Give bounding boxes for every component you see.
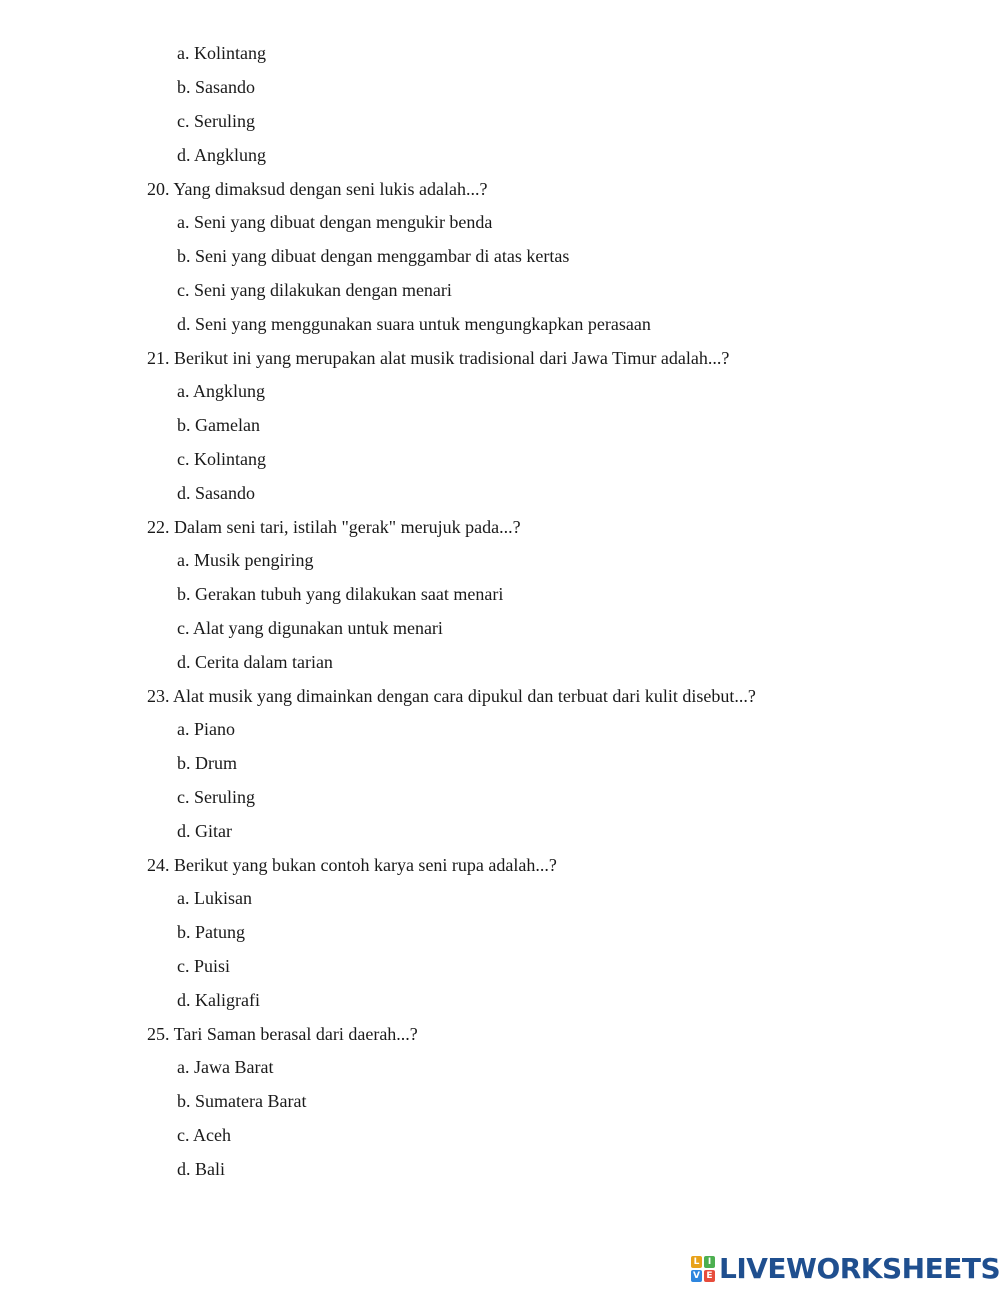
question-22: 22. Dalam seni tari, istilah "gerak" merujuk pada...? — [147, 517, 521, 537]
question-23-option-b: b. Drum — [177, 753, 237, 773]
question-24: 24. Berikut yang bukan contoh karya seni rupa adalah...? — [147, 855, 557, 875]
question-23-option-d: d. Gitar — [177, 821, 232, 841]
question-25-option-d: d. Bali — [177, 1159, 225, 1179]
question-21-option-d: d. Sasando — [177, 483, 255, 503]
question-22-option-b: b. Gerakan tubuh yang dilakukan saat menari — [177, 584, 504, 604]
liveworksheets-logo-icon — [691, 1256, 715, 1282]
question-20-option-d: d. Seni yang menggunakan suara untuk mengungkapkan perasaan — [177, 314, 651, 334]
liveworksheets-logo-text: LIVEWORKSHEETS — [719, 1252, 1000, 1285]
question-24-option-a: a. Lukisan — [177, 888, 252, 908]
question-23: 23. Alat musik yang dimainkan dengan cara dipukul dan terbuat dari kulit disebut...? — [147, 686, 756, 706]
question-23-option-c: c. Seruling — [177, 787, 255, 807]
question-25-option-a: a. Jawa Barat — [177, 1057, 274, 1077]
question-22-option-c: c. Alat yang digunakan untuk menari — [177, 618, 443, 638]
option-prev-d: d. Angklung — [177, 145, 267, 165]
question-20-option-a: a. Seni yang dibuat dengan mengukir benda — [177, 212, 493, 232]
option-prev-a: a. Kolintang — [177, 43, 266, 63]
question-24-option-b: b. Patung — [177, 922, 246, 942]
question-22-option-a: a. Musik pengiring — [177, 550, 314, 570]
question-25-option-b: b. Sumatera Barat — [177, 1091, 307, 1111]
question-24-option-d: d. Kaligrafi — [177, 990, 260, 1010]
question-22-option-d: d. Cerita dalam tarian — [177, 652, 333, 672]
question-21-option-a: a. Angklung — [177, 381, 265, 401]
question-21: 21. Berikut ini yang merupakan alat musik tradisional dari Jawa Timur adalah...? — [147, 348, 730, 368]
question-20: 20. Yang dimaksud dengan seni lukis adalah...? — [147, 179, 488, 199]
question-23-option-a: a. Piano — [177, 719, 235, 739]
question-21-option-c: c. Kolintang — [177, 449, 266, 469]
question-24-option-c: c. Puisi — [177, 956, 231, 976]
logo-icon-cell-i: I — [704, 1256, 715, 1268]
question-25: 25. Tari Saman berasal dari daerah...? — [147, 1024, 418, 1044]
liveworksheets-logo — [691, 1254, 1000, 1284]
question-21-option-b: b. Gamelan — [177, 415, 260, 435]
logo-icon-cell-v: V — [691, 1270, 702, 1282]
logo-icon-cell-e: E — [704, 1270, 715, 1282]
question-25-option-c: c. Aceh — [177, 1125, 231, 1145]
question-20-option-c: c. Seni yang dilakukan dengan menari — [177, 280, 452, 300]
option-prev-c: c. Seruling — [177, 111, 255, 131]
question-20-option-b: b. Seni yang dibuat dengan menggambar di atas kertas — [177, 246, 570, 266]
option-prev-b: b. Sasando — [177, 77, 255, 97]
logo-icon-cell-l: L — [691, 1256, 702, 1268]
